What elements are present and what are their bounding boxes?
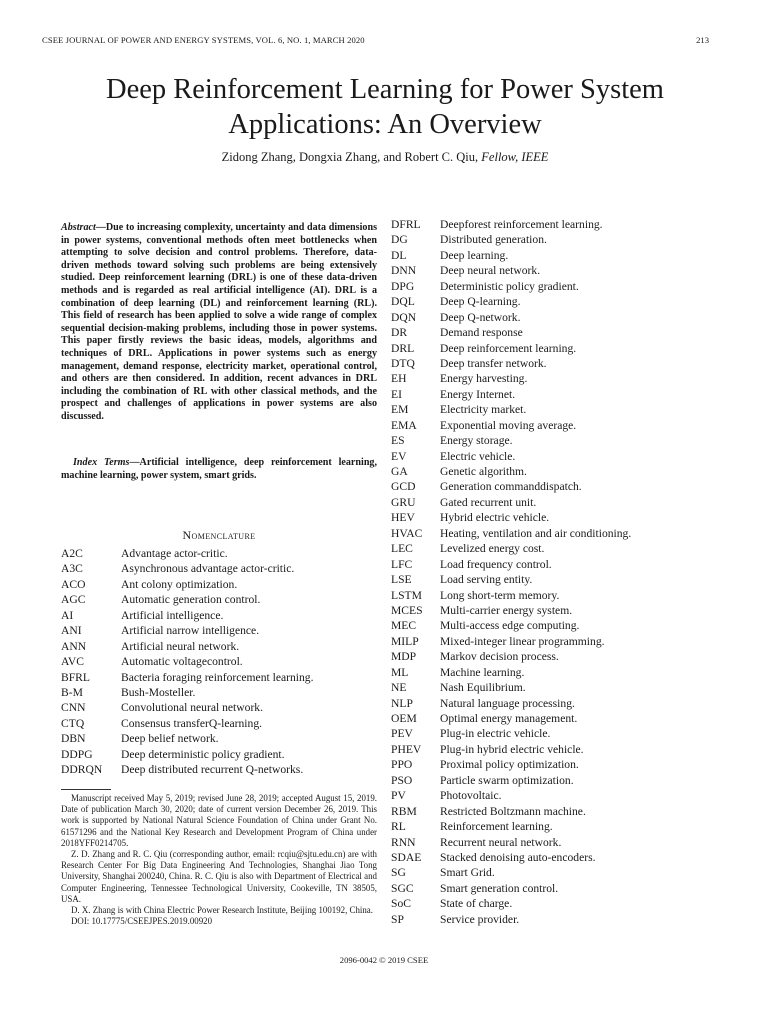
nomenclature-definition: Restricted Boltzmann machine. <box>440 804 586 818</box>
nomenclature-definition: Deep neural network. <box>440 264 541 278</box>
nomenclature-abbreviation: PV <box>391 789 406 803</box>
nomenclature-definition: Deep deterministic policy gradient. <box>121 747 285 761</box>
nomenclature-abbreviation: BFRL <box>61 670 90 684</box>
nomenclature-abbreviation: EI <box>391 387 402 401</box>
nomenclature-entry <box>61 700 381 715</box>
nomenclature-definition: Photovoltaic. <box>440 789 502 803</box>
nomenclature-definition: Service provider. <box>440 912 520 926</box>
nomenclature-abbreviation: PSO <box>391 773 413 787</box>
nomenclature-entry <box>391 680 731 695</box>
nomenclature-abbreviation: B-M <box>61 685 83 699</box>
nomenclature-heading: Nomenclature <box>182 528 256 542</box>
nomenclature-abbreviation: RL <box>391 820 406 834</box>
nomenclature-definition: Energy harvesting. <box>440 372 528 386</box>
nomenclature-definition: Energy storage. <box>440 434 513 448</box>
nomenclature-definition: Bush-Mosteller. <box>121 685 196 699</box>
nomenclature-entry <box>391 835 731 850</box>
nomenclature-abbreviation: DQN <box>391 310 417 324</box>
abstract <box>61 222 377 424</box>
nomenclature-abbreviation: MCES <box>391 603 423 617</box>
nomenclature-entry <box>391 696 731 711</box>
nomenclature-abbreviation: NE <box>391 681 407 695</box>
nomenclature-entry <box>391 865 731 880</box>
nomenclature-entry <box>391 819 731 834</box>
nomenclature-entry <box>391 248 731 263</box>
nomenclature-entry <box>391 850 731 865</box>
nomenclature-abbreviation: DFRL <box>391 218 421 231</box>
nomenclature-definition: Long short-term memory. <box>440 588 560 602</box>
nomenclature-entry <box>391 773 731 788</box>
author-list <box>40 150 730 165</box>
nomenclature-abbreviation: GA <box>391 465 408 478</box>
nomenclature-entry <box>391 557 731 572</box>
nomenclature-abbreviation: CNN <box>61 701 86 715</box>
nomenclature-definition: Markov decision process. <box>440 650 559 664</box>
nomenclature-entry <box>391 402 731 417</box>
nomenclature-entry <box>391 449 731 464</box>
nomenclature-definition: Genetic algorithm. <box>440 465 527 478</box>
nomenclature-definition: Load frequency control. <box>440 557 552 571</box>
nomenclature-entry <box>61 731 381 746</box>
nomenclature-entry <box>391 341 731 356</box>
nomenclature-definition: Ant colony optimization. <box>121 577 238 591</box>
nomenclature-entry <box>391 881 731 896</box>
nomenclature-entry <box>391 788 731 803</box>
nomenclature-entry <box>391 263 731 278</box>
nomenclature-abbreviation: AVC <box>61 655 84 669</box>
nomenclature-abbreviation: MDP <box>391 650 417 664</box>
nomenclature-abbreviation: EM <box>391 403 409 417</box>
nomenclature-abbreviation: DQL <box>391 295 415 309</box>
nomenclature-entry <box>391 665 731 680</box>
nomenclature-entry <box>61 762 381 777</box>
title-line-2: Applications: An Overview <box>228 109 542 140</box>
nomenclature-abbreviation: DL <box>391 248 407 262</box>
nomenclature-abbreviation: AGC <box>61 593 86 607</box>
nomenclature-definition: Deep transfer network. <box>440 356 547 370</box>
nomenclature-abbreviation: DR <box>391 326 408 340</box>
nomenclature-abbreviation: MEC <box>391 619 417 633</box>
nomenclature-entry <box>391 912 731 927</box>
nomenclature-abbreviation: DDRQN <box>61 763 103 777</box>
nomenclature-definition: Asynchronous advantage actor-critic. <box>121 562 295 576</box>
nomenclature-definition: State of charge. <box>440 897 513 911</box>
index-terms-text: —Artificial intelligence, deep reinforcement learning, machine learning, power system, smart grids. <box>61 457 377 481</box>
nomenclature-entry <box>391 572 731 587</box>
nomenclature-definition: Deepforest reinforcement learning. <box>440 218 603 231</box>
footnote-paragraph: DOI: 10.17775/CSEEJPES.2019.00920 <box>71 916 213 927</box>
nomenclature-definition: Plug-in hybrid electric vehicle. <box>440 742 584 756</box>
nomenclature-abbreviation: DRL <box>391 341 415 355</box>
footnote-paragraph: Manuscript received May 5, 2019; revised June 28, 2019; accepted August 15, 2019. Date of publication March 30, 2020; date of current version December 26, 2019. This work is supported by National Natural Science Foundation of China under Grant No. 61571296 and the National Key Research and Development Program of China under 2018YFF0214705. <box>61 793 377 848</box>
nomenclature-definition: Deep belief network. <box>121 732 219 746</box>
nomenclature-definition: Smart Grid. <box>440 866 495 880</box>
nomenclature-abbreviation: LEC <box>391 542 413 556</box>
nomenclature-definition: Generation commanddispatch. <box>440 480 582 494</box>
page-number: 213 <box>696 35 709 45</box>
nomenclature-abbreviation: HEV <box>391 511 415 525</box>
nomenclature-abbreviation: HVAC <box>391 526 423 540</box>
nomenclature-abbreviation: PEV <box>391 727 413 741</box>
nomenclature-abbreviation: DBN <box>61 732 86 746</box>
nomenclature-entry <box>391 603 731 618</box>
nomenclature-entry <box>391 757 731 772</box>
nomenclature-entry <box>391 541 731 556</box>
nomenclature-definition: Gated recurrent unit. <box>440 495 537 509</box>
nomenclature-entry <box>391 649 731 664</box>
copyright-footer: 2096-0042 © 2019 CSEE <box>339 955 429 965</box>
nomenclature-abbreviation: LSE <box>391 573 412 587</box>
nomenclature-entry <box>391 310 731 325</box>
nomenclature-definition: Exponential moving average. <box>440 418 577 432</box>
nomenclature-definition: Natural language processing. <box>440 696 575 710</box>
nomenclature-definition: Distributed generation. <box>440 233 547 247</box>
nomenclature-abbreviation: SP <box>391 912 404 926</box>
nomenclature-abbreviation: GCD <box>391 480 416 494</box>
nomenclature-abbreviation: DNN <box>391 264 417 278</box>
nomenclature-definition: Deep reinforcement learning. <box>440 341 577 355</box>
nomenclature-abbreviation: EMA <box>391 418 417 432</box>
nomenclature-definition: Deep learning. <box>440 248 509 262</box>
nomenclature-definition: Electric vehicle. <box>440 449 516 463</box>
nomenclature-abbreviation: ANI <box>61 624 82 638</box>
abstract-label: Abstract <box>61 222 96 233</box>
nomenclature-definition: Consensus transferQ-learning. <box>121 716 263 730</box>
nomenclature-entry <box>61 685 381 700</box>
nomenclature-entry <box>391 618 731 633</box>
nomenclature-entry <box>391 371 731 386</box>
nomenclature-entry <box>391 232 731 247</box>
nomenclature-entry <box>391 418 731 433</box>
nomenclature-abbreviation: A2C <box>61 547 83 560</box>
nomenclature-definition: Nash Equilibrium. <box>440 681 526 695</box>
nomenclature-abbreviation: PPO <box>391 758 413 772</box>
nomenclature-definition: Optimal energy management. <box>440 712 578 725</box>
nomenclature-definition: Levelized energy cost. <box>440 542 545 556</box>
nomenclature-abbreviation: NLP <box>391 696 413 710</box>
nomenclature-entry <box>391 588 731 603</box>
nomenclature-entry <box>61 577 381 592</box>
nomenclature-abbreviation: DG <box>391 233 408 247</box>
author-suffix: Fellow, IEEE <box>481 150 549 164</box>
nomenclature-entry <box>391 526 731 541</box>
nomenclature-list-right <box>391 217 731 927</box>
nomenclature-definition: Electricity market. <box>440 403 527 417</box>
nomenclature-abbreviation: MILP <box>391 634 419 648</box>
nomenclature-definition: Demand response <box>440 326 523 340</box>
paper-title <box>40 72 730 142</box>
nomenclature-entry <box>391 634 731 649</box>
nomenclature-entry <box>391 510 731 525</box>
journal-header: CSEE JOURNAL OF POWER AND ENERGY SYSTEMS, VOL. 6, NO. 1, MARCH 2020 <box>42 35 365 45</box>
nomenclature-abbreviation: LSTM <box>391 588 422 602</box>
nomenclature-entry <box>391 464 731 479</box>
nomenclature-definition: Deterministic policy gradient. <box>440 279 579 293</box>
nomenclature-entry <box>391 356 731 371</box>
nomenclature-definition: Multi-access edge computing. <box>440 619 580 633</box>
nomenclature-entry <box>391 279 731 294</box>
nomenclature-definition: Stacked denoising auto-encoders. <box>440 850 596 864</box>
nomenclature-abbreviation: SDAE <box>391 850 422 864</box>
nomenclature-entry <box>61 623 381 638</box>
nomenclature-entry <box>391 742 731 757</box>
nomenclature-definition: Plug-in electric vehicle. <box>440 727 551 741</box>
nomenclature-entry <box>391 325 731 340</box>
nomenclature-abbreviation: SoC <box>391 897 411 911</box>
nomenclature-abbreviation: EV <box>391 449 407 463</box>
nomenclature-entry <box>61 654 381 669</box>
nomenclature-entry <box>61 608 381 623</box>
nomenclature-abbreviation: RNN <box>391 835 416 849</box>
nomenclature-abbreviation: ANN <box>61 639 87 653</box>
nomenclature-abbreviation: DPG <box>391 279 415 293</box>
nomenclature-definition: Automatic voltagecontrol. <box>121 655 243 669</box>
nomenclature-abbreviation: A3C <box>61 562 83 576</box>
footnote-rule <box>61 789 111 790</box>
nomenclature-entry <box>61 561 381 576</box>
nomenclature-entry <box>61 716 381 731</box>
nomenclature-entry <box>391 804 731 819</box>
title-line-1: Deep Reinforcement Learning for Power System <box>106 74 664 105</box>
nomenclature-entry <box>391 495 731 510</box>
nomenclature-definition: Recurrent neural network. <box>440 835 562 849</box>
nomenclature-entry <box>391 433 731 448</box>
nomenclature-list-left <box>61 546 381 778</box>
nomenclature-entry <box>61 546 381 561</box>
nomenclature-entry <box>391 217 731 232</box>
nomenclature-entry <box>61 592 381 607</box>
nomenclature-definition: Multi-carrier energy system. <box>440 603 573 617</box>
nomenclature-definition: Proximal policy optimization. <box>440 758 579 772</box>
nomenclature-definition: Artificial intelligence. <box>121 608 224 622</box>
nomenclature-definition: Machine learning. <box>440 665 525 679</box>
nomenclature-definition: Bacteria foraging reinforcement learning. <box>121 670 314 684</box>
nomenclature-entry <box>61 670 381 685</box>
footnote-paragraph: D. X. Zhang is with China Electric Power Research Institute, Beijing 100192, China. <box>71 905 373 916</box>
nomenclature-abbreviation: RBM <box>391 804 417 818</box>
nomenclature-entry <box>61 639 381 654</box>
nomenclature-definition: Reinforcement learning. <box>440 820 553 834</box>
nomenclature-abbreviation: GRU <box>391 495 416 509</box>
nomenclature-definition: Mixed-integer linear programming. <box>440 634 605 648</box>
nomenclature-definition: Artificial neural network. <box>121 639 240 653</box>
nomenclature-abbreviation: DTQ <box>391 356 415 370</box>
index-terms <box>61 457 377 482</box>
nomenclature-definition: Automatic generation control. <box>121 593 261 607</box>
nomenclature-abbreviation: OEM <box>391 712 417 725</box>
nomenclature-abbreviation: SG <box>391 866 406 880</box>
nomenclature-definition: Artificial narrow intelligence. <box>121 624 260 638</box>
nomenclature-definition: Deep Q-learning. <box>440 295 521 309</box>
nomenclature-definition: Convolutional neural network. <box>121 701 263 715</box>
nomenclature-abbreviation: ACO <box>61 577 86 591</box>
nomenclature-definition: Advantage actor-critic. <box>121 547 228 560</box>
nomenclature-entry <box>391 479 731 494</box>
nomenclature-abbreviation: ES <box>391 434 405 448</box>
nomenclature-abbreviation: DDPG <box>61 747 93 761</box>
nomenclature-entry <box>391 726 731 741</box>
nomenclature-definition: Deep distributed recurrent Q-networks. <box>121 763 304 777</box>
author-names: Zidong Zhang, Dongxia Zhang, and Robert C. Qiu, <box>221 150 479 164</box>
nomenclature-entry <box>391 711 731 726</box>
footnotes <box>61 793 377 927</box>
nomenclature-entry <box>61 747 381 762</box>
nomenclature-abbreviation: PHEV <box>391 742 422 756</box>
index-terms-label: Index Terms <box>73 457 130 468</box>
nomenclature-abbreviation: EH <box>391 372 407 386</box>
nomenclature-definition: Smart generation control. <box>440 881 559 895</box>
nomenclature-abbreviation: CTQ <box>61 716 85 730</box>
nomenclature-abbreviation: AI <box>61 608 74 622</box>
nomenclature-entry <box>391 896 731 911</box>
nomenclature-abbreviation: SGC <box>391 881 414 895</box>
nomenclature-abbreviation: LFC <box>391 557 413 571</box>
nomenclature-entry <box>391 387 731 402</box>
nomenclature-definition: Deep Q-network. <box>440 310 521 324</box>
nomenclature-definition: Heating, ventilation and air conditioning. <box>440 526 632 540</box>
abstract-text: —Due to increasing complexity, uncertainty and data dimensions in power systems, conventional methods often meet bottlenecks when attempting to solve decision and control problems. Therefore, data-driven methods toward solving such problems are being extensively studied. Deep reinforcement learning (DRL) is one of these data-driven methods and is regarded as real artificial intelligence (AI). DRL is a combination of deep learning (DL) and reinforcement learning (RL). This field of research has been applied to solve a wide range of complex sequential decision-making problems, including those in power systems. This paper firstly reviews the basic ideas, models, algorithms and techniques of DRL. Applications in power systems such as energy management, demand response, electricity market, operational control, and others are then considered. In addition, recent advances in DRL including the combination of RL with other classical methods, and the prospect and challenges of applications in power systems are also discussed. <box>61 222 377 422</box>
nomenclature-definition: Energy Internet. <box>440 387 516 401</box>
nomenclature-entry <box>391 294 731 309</box>
footnote-paragraph: Z. D. Zhang and R. C. Qiu (corresponding author, email: rcqiu@sjtu.edu.cn) are with Research Center For Big Data Engineering And Technologies, Shanghai Jiao Tong University, Shanghai 200240, China. R. C. Qiu is also with Department of Electrical and Computer Engineering, Tennessee Technological University, Cookeville, TN 38505, USA. <box>61 849 377 904</box>
nomenclature-definition: Hybrid electric vehicle. <box>440 511 550 525</box>
nomenclature-definition: Load serving entity. <box>440 573 533 587</box>
nomenclature-definition: Particle swarm optimization. <box>440 773 574 787</box>
nomenclature-abbreviation: ML <box>391 665 409 679</box>
